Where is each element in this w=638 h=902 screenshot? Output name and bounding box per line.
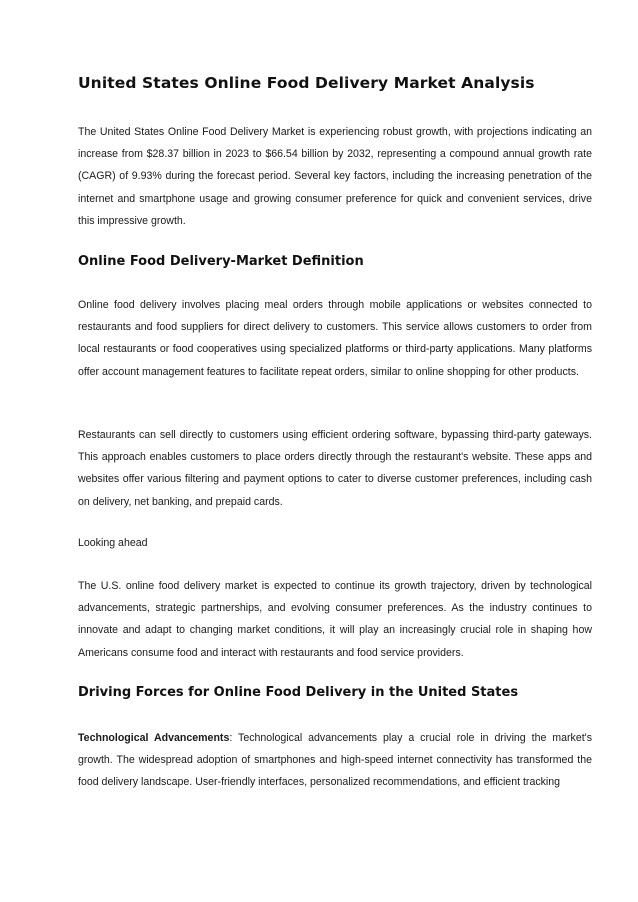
- definition-paragraph-2: Restaurants can sell directly to customers using efficient ordering software, bypassing third-party gateways. This approach enables customers to place orders directly through the restaurant's website. These apps and websites offer various filtering and payment options to cater to diverse customer preferences, including cash on delivery, net banking, and prepaid cards.: [78, 429, 592, 508]
- document-title: United States Online Food Delivery Market Analysis: [78, 74, 535, 92]
- intro-paragraph: The United States Online Food Delivery Market is experiencing robust growth, with projections indicating an increase from $28.37 billion in 2023 to $66.54 billion by 2032, representing a compound annual growth rate (CAGR) of 9.93% during the forecast period. Several key factors, including the increasing penetration of the internet and smartphone usage and growing consumer preference for quick and convenient services, drive this impressive growth.: [78, 126, 592, 227]
- tech-advancements-paragraph: [78, 727, 592, 794]
- definition-paragraph-1: Online food delivery involves placing meal orders through mobile applications or websites connected to restaurants and food suppliers for direct delivery to customers. This service allows customers to order from local restaurants or food cooperatives using specialized platforms or third-party applications. Many platforms offer account management features to facilitate repeat orders, similar to online shopping for other products.: [78, 299, 592, 378]
- tech-advancements-text: : Technological advancements play a crucial role in driving the market's growth. The widespread adoption of smartphones and high-speed internet connectivity has transformed the food delivery landscape. User-friendly interfaces, personalized recommendations, and efficient tracking: [78, 732, 592, 789]
- looking-ahead-label: Looking ahead: [78, 537, 148, 549]
- definition-heading: Online Food Delivery-Market Definition: [78, 254, 364, 269]
- outlook-paragraph: The U.S. online food delivery market is expected to continue its growth trajectory, driven by technological advancements, strategic partnerships, and evolving consumer preferences. As the industry continues to innovate and adapt to changing market conditions, it will play an increasingly crucial role in shaping how Americans consume food and interact with restaurants and food service providers.: [78, 580, 592, 659]
- tech-advancements-label: Technological Advancements: [78, 732, 230, 744]
- drivers-heading: Driving Forces for Online Food Delivery in the United States: [78, 685, 519, 700]
